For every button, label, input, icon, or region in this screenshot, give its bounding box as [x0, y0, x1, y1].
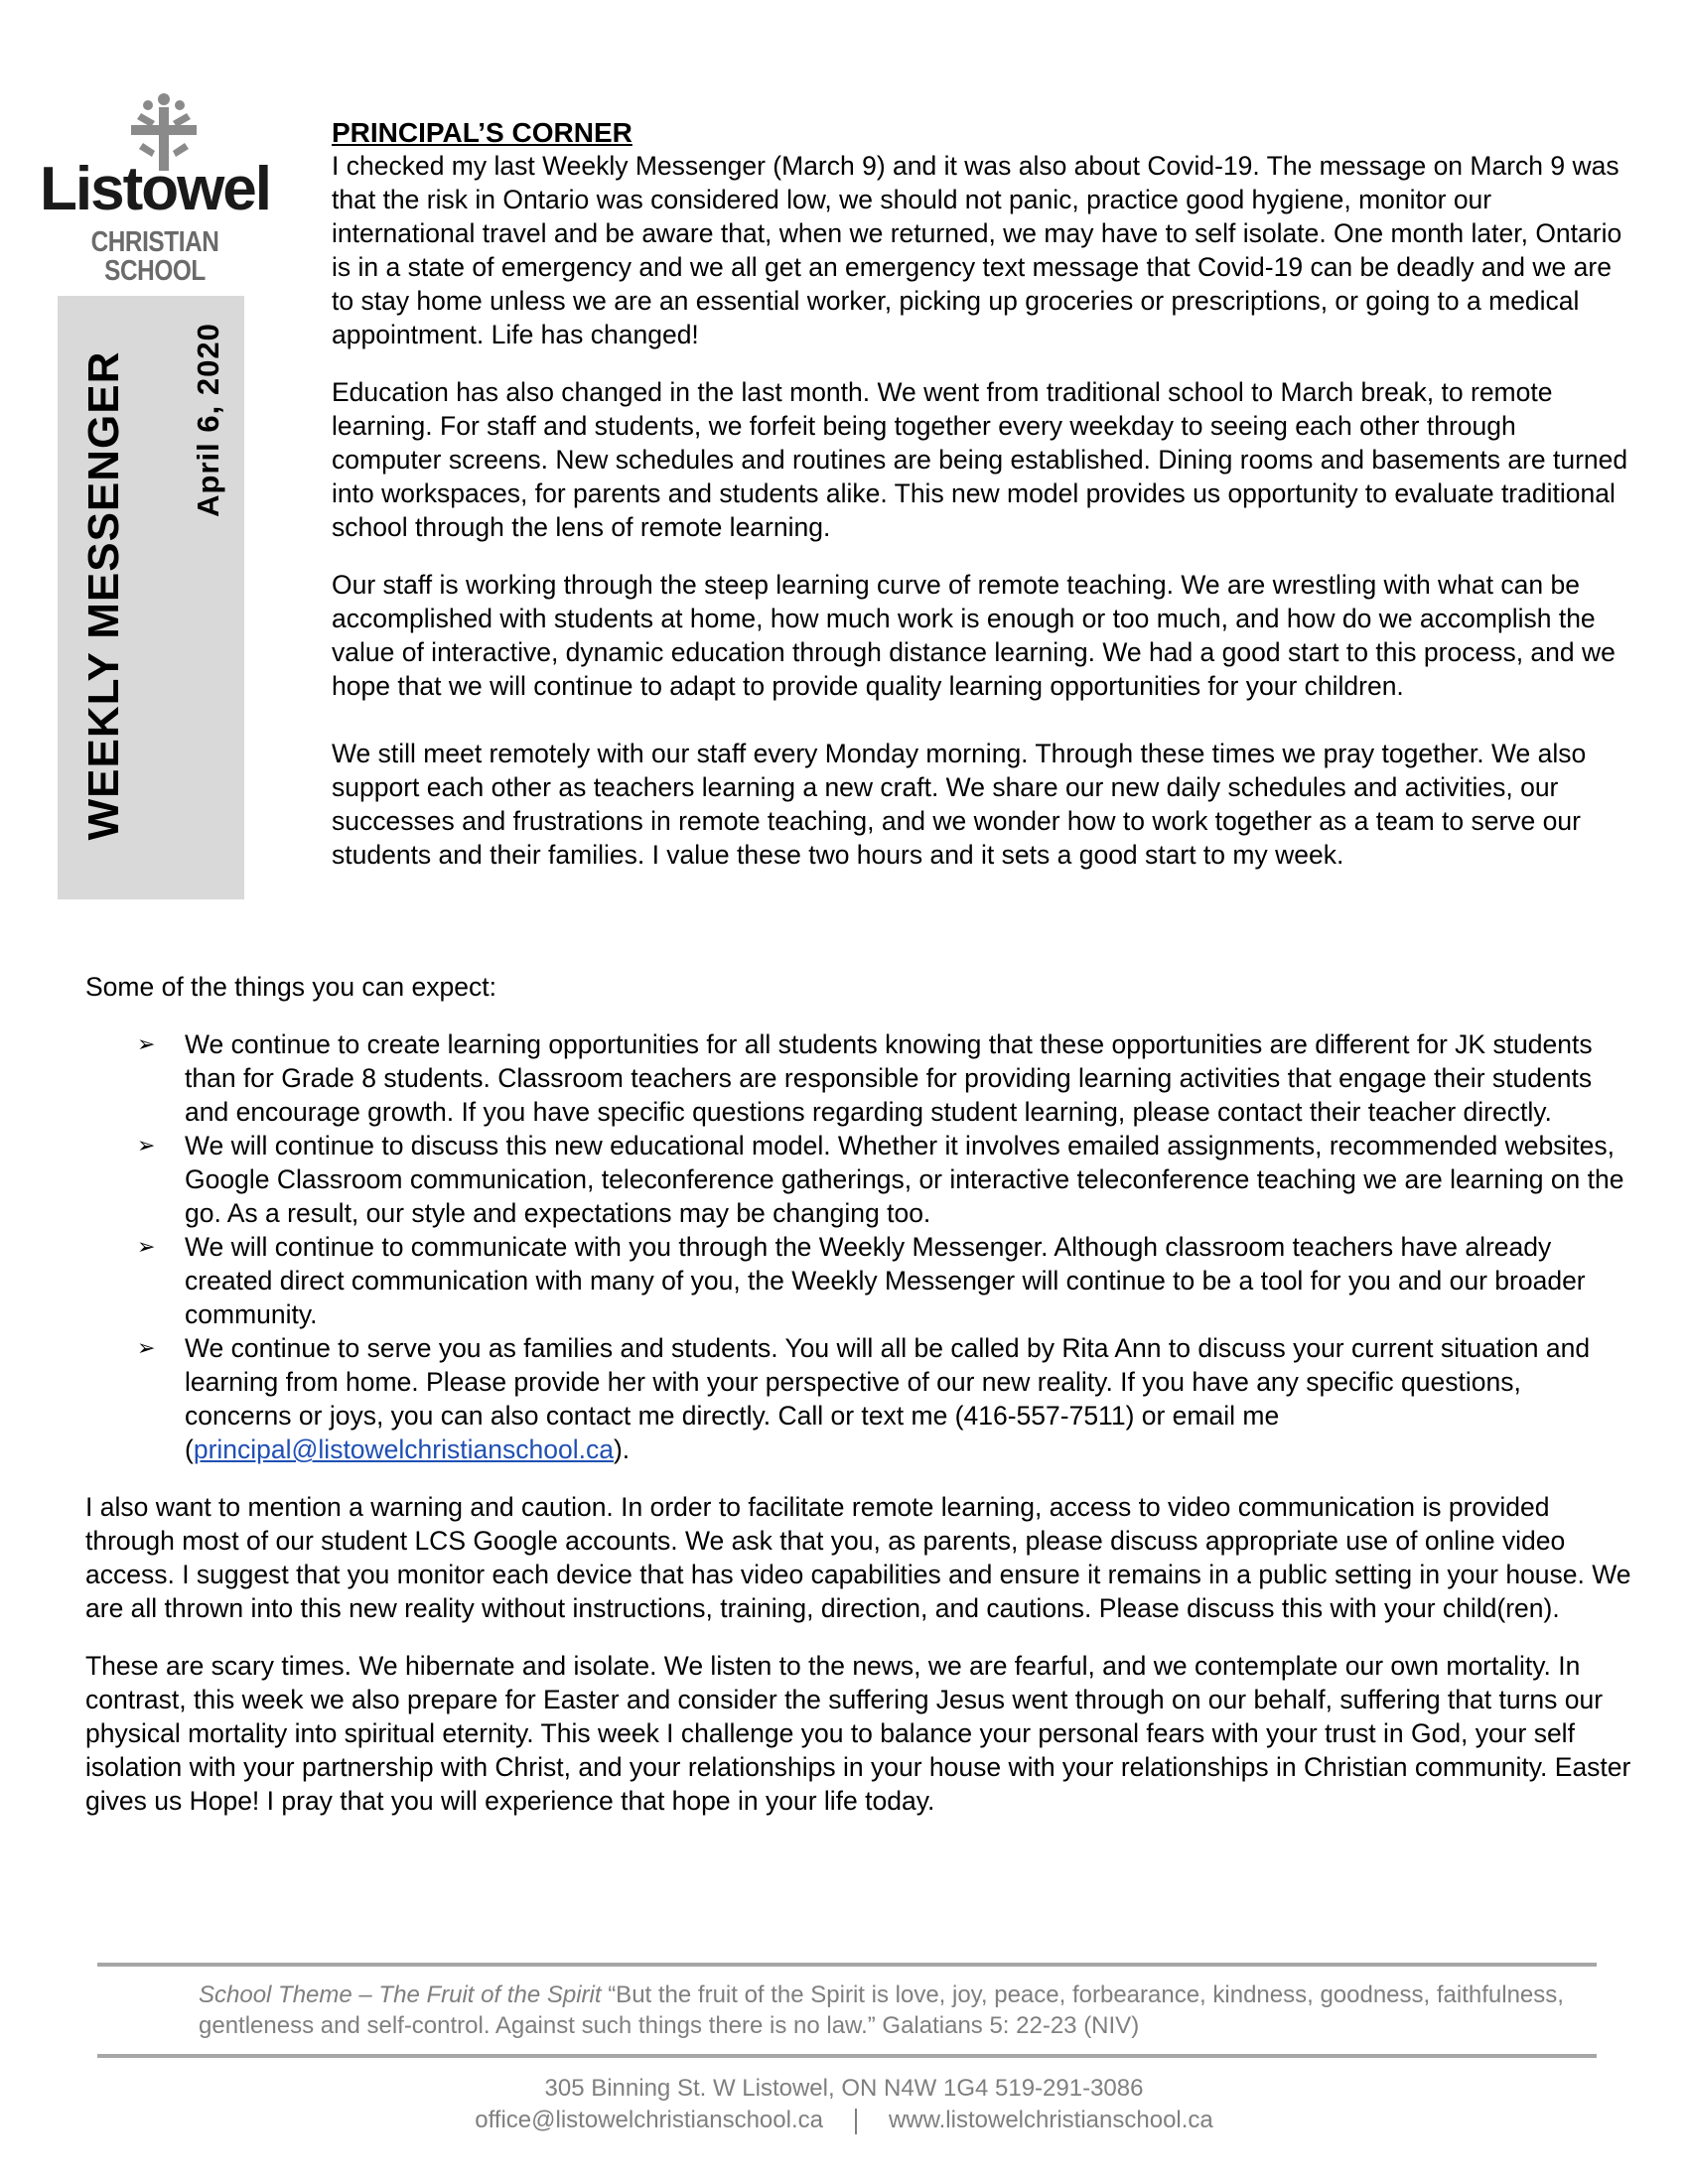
- list-item-text: We will continue to communicate with you through the Weekly Messenger. Although classroom teachers have already created direct communication with many of you, the Weekly Messenger will continue to be a tool for you and our broader community.: [185, 1232, 1586, 1329]
- paragraph: I also want to mention a warning and caution. In order to facilitate remote learning, access to video communication is provided through most of our student LCS Google accounts. We ask that you, as parents, please discuss appropriate use of online video access. I suggest that you monitor each device that has video capabilities and ensure it remains in a public setting in your house. We are all thrown into this new reality without instructions, training, direction, and cautions. Please discuss this with your child(ren).: [85, 1492, 1631, 1623]
- footer-divider: [97, 1963, 1597, 1967]
- paragraph: Our staff is working through the steep learning curve of remote teaching. We are wrestling with what can be accomplished with students at home, how much work is enough or too much, and how do we accomplish the value of interactive, dynamic education through distance learning. We had a good start to this process, and we hope that we will continue to adapt to provide quality learning opportunities for your children.: [332, 570, 1616, 701]
- footer-divider: [97, 2054, 1597, 2058]
- principals-corner-section: [332, 117, 1632, 895]
- newsletter-date: April 6, 2020: [191, 323, 225, 517]
- arrow-bullet-icon: ➢: [137, 1234, 156, 1259]
- divider: [855, 2109, 857, 2134]
- section-heading: PRINCIPAL’S CORNER: [332, 117, 633, 148]
- paragraph: Education has also changed in the last month. We went from traditional school to March break, to remote learning. For staff and students, we forfeit being together every weekday to seeing each other through computer screens. New schedules and routines are being established. Dining rooms and basements are turned into workspaces, for parents and students alike. This new model provides us opportunity to evaluate traditional school through the lens of remote learning.: [332, 377, 1628, 542]
- principal-email-link[interactable]: principal@listowelchristianschool.ca: [193, 1434, 614, 1464]
- lower-section: [85, 970, 1634, 1842]
- school-address: 305 Binning St. W Listowel, ON N4W 1G4 519-291-3086: [544, 2075, 1144, 2102]
- arrow-bullet-icon: ➢: [137, 1335, 156, 1360]
- school-theme: [199, 1979, 1609, 2041]
- list-item-text: We continue to create learning opportunities for all students knowing that these opportunities are different for JK students than for Grade 8 students. Classroom teachers are responsible for providing learning activities that engage their students and encourage growth. If you have specific questions regarding student learning, please contact their teacher directly.: [185, 1029, 1593, 1127]
- list-item-text: We continue to serve you as families and students. You will all be called by Rita Ann to discuss your current situation and learning from home. Please provide her with your perspective of our new reality. If you have any specific questions, concerns or joys, you can also contact me directly. Call or text me (416-557-7511) or email me (: [185, 1333, 1591, 1464]
- school-name: Listowel: [39, 155, 271, 223]
- theme-label: School Theme – The Fruit of the Spirit: [199, 1981, 602, 2008]
- list-item-text-end: ).: [613, 1434, 631, 1464]
- paragraph: I checked my last Weekly Messenger (March 9) and it was also about Covid-19. The message on March 9 was that the risk in Ontario was considered low, we should not panic, practice good hygiene, monitor our international travel and be aware that, when we returned, we may have to self isolate. One month later, Ontario is in a state of emergency and we all get an emergency text message that Covid-19 can be deadly and we are to stay home unless we are an essential worker, picking up groceries or prescriptions, or going to a medical appointment. Life has changed!: [332, 151, 1622, 349]
- paragraph: These are scary times. We hibernate and isolate. We listen to the news, we are fearful, and we contemplate our own mortality. In contrast, this week we also prepare for Easter and consider the suffering Jesus went through on our behalf, suffering that turns our physical mortality into spiritual eternity. This week I challenge you to balance your personal fears with your trust in God, your self isolation with your partnership with Christ, and your relationships in your house with your relationships in Christian community. Easter gives us Hope! I pray that you will experience that hope in your life today.: [85, 1651, 1631, 1816]
- list-intro: Some of the things you can expect:: [85, 972, 496, 1002]
- arrow-bullet-icon: ➢: [137, 1031, 156, 1056]
- newsletter-title: WEEKLY MESSENGER: [79, 350, 128, 841]
- school-subtitle: CHRISTIAN SCHOOL: [90, 226, 219, 287]
- school-logo: [36, 91, 274, 287]
- list-item: [85, 1027, 1634, 1129]
- list-item: [85, 1230, 1634, 1331]
- arrow-bullet-icon: ➢: [137, 1133, 156, 1158]
- expectations-list: [85, 1027, 1634, 1466]
- office-email[interactable]: office@listowelchristianschool.ca: [475, 2107, 823, 2133]
- list-item: [85, 1331, 1634, 1466]
- theme-quote: “But the fruit of the Spirit is love, joy, peace, forbearance, kindness, goodness, faithfulness, gentleness and self-control. Against such things there is no law.” Galatians 5: 22-23 (NIV): [199, 1981, 1564, 2039]
- school-website[interactable]: www.listowelchristianschool.ca: [888, 2107, 1213, 2133]
- paragraph: We still meet remotely with our staff every Monday morning. Through these times we pray together. We also support each other as teachers learning a new craft. We share our new daily schedules and activities, our successes and frustrations in remote teaching, and we wonder how to work together as a team to serve our students and their families. I value these two hours and it sets a good start to my week.: [332, 739, 1587, 870]
- list-item-text: We will continue to discuss this new educational model. Whether it involves emailed assignments, recommended websites, Google Classroom communication, teleconference gatherings, or interactive teleconference teaching we are learning on the go. As a result, our style and expectations may be changing too.: [185, 1131, 1624, 1228]
- list-item: [85, 1129, 1634, 1230]
- contact-line: [0, 2107, 1688, 2134]
